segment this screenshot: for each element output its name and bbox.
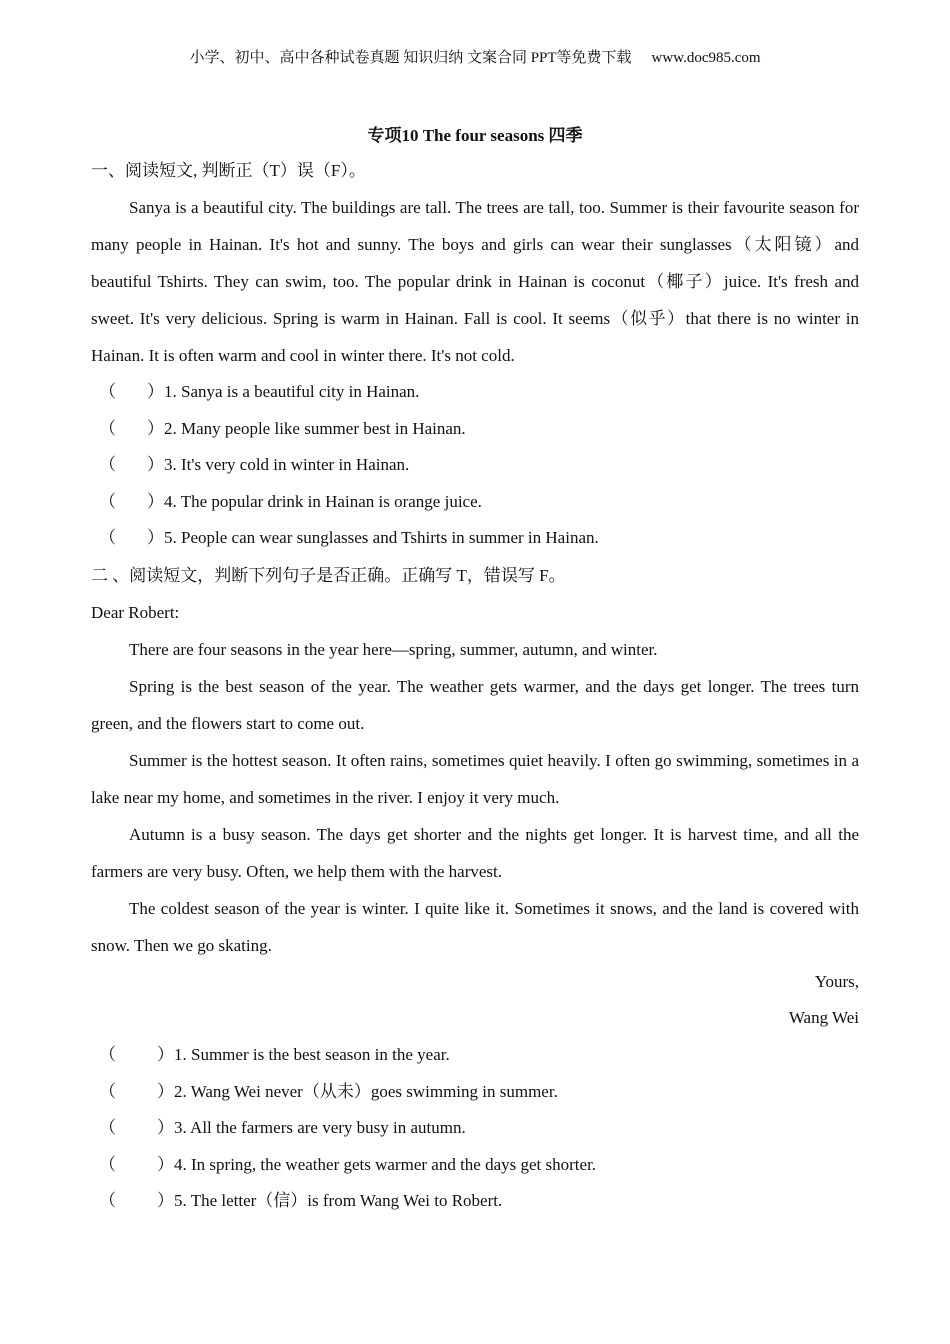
question-text: ）4. The popular drink in Hainan is orange juice. [147, 491, 482, 511]
page-title: 专项10 The four seasons 四季 [367, 126, 583, 145]
page-header [0, 46, 950, 67]
section2-question [91, 1110, 859, 1147]
section1-passage: Sanya is a beautiful city. The buildings are tall. The trees are tall, too. Summer is their favourite season for many people in Hainan. It's hot and sunny. The boys and girls can wear their sunglasses（太阳镜）and beautiful Tshirts. They can swim, too. The popular drink in Hainan is coconut（椰子）juice. It's fresh and sweet. It's very delicious. Spring is warm in Hainan. Fall is cool. It seems（似乎）that there is no winter in Hainan. It is often warm and cool in winter there. It's not cold. [91, 198, 859, 365]
section1-question [91, 520, 859, 557]
section1-question [91, 484, 859, 521]
question-text: ）2. Many people like summer best in Hainan. [147, 418, 466, 438]
answer-blank: （ [99, 1044, 116, 1064]
letter-greeting: Dear Robert: [91, 602, 180, 622]
answer-blank: （ [99, 382, 116, 401]
letter-paragraph: The coldest season of the year is winter. I quite like it. Sometimes it snows, and the land is covered with snow. Then we go skating. [91, 898, 859, 955]
letter-signature: Wang Wei [788, 1008, 859, 1028]
section1-question [91, 411, 859, 448]
section1-heading: 一、阅读短文, 判断正（T）误（F）。 [91, 161, 366, 180]
document-body [91, 152, 859, 1220]
answer-blank: （ [99, 1154, 116, 1174]
section2-heading: 二 、阅读短文，判断下列句子是否正确。正确写 T，错误写 F。 [91, 565, 566, 585]
answer-blank: （ [99, 1118, 116, 1138]
section2-question [91, 1074, 859, 1111]
section2-question [91, 1037, 859, 1074]
letter-closing: Yours, [814, 971, 859, 991]
question-text: ）1. Sanya is a beautiful city in Hainan. [147, 382, 420, 401]
answer-blank: （ [99, 491, 116, 511]
section1-question [91, 447, 859, 484]
section2-question [91, 1147, 859, 1184]
header-text: 小学、初中、高中各种试卷真题 知识归纳 文案合同 PPT等免费下载 [189, 50, 632, 66]
header-site: www.doc985.com [651, 50, 761, 66]
answer-blank: （ [99, 1081, 116, 1101]
answer-blank: （ [99, 528, 116, 548]
answer-blank: （ [99, 418, 116, 438]
letter-paragraph: Spring is the best season of the year. The weather gets warmer, and the days get longer. The trees turn green, and the flowers start to come out. [91, 676, 859, 733]
question-text: ）2. Wang Wei never（从未）goes swimming in summer. [157, 1081, 558, 1101]
question-text: ）1. Summer is the best season in the year. [157, 1044, 450, 1064]
section1-question [91, 374, 859, 411]
answer-blank: （ [99, 1191, 116, 1211]
letter-paragraph: Autumn is a busy season. The days get shorter and the nights get longer. It is harvest time, and all the farmers are very busy. Often, we help them with the harvest. [91, 824, 859, 881]
question-text: ）3. It's very cold in winter in Hainan. [147, 455, 410, 475]
question-text: ）4. In spring, the weather gets warmer and the days get shorter. [157, 1154, 597, 1174]
letter-paragraph: There are four seasons in the year here—spring, summer, autumn, and winter. [129, 639, 658, 659]
question-text: ）5. The letter（信）is from Wang Wei to Robert. [157, 1191, 503, 1211]
letter-paragraph: Summer is the hottest season. It often rains, sometimes quiet heavily. I often go swimming, sometimes in a lake near my home, and sometimes in the river. I enjoy it very much. [91, 750, 859, 807]
question-text: ）5. People can wear sunglasses and Tshirts in summer in Hainan. [147, 528, 599, 548]
question-text: ）3. All the farmers are very busy in autumn. [157, 1118, 466, 1138]
section2-question [91, 1183, 859, 1220]
answer-blank: （ [99, 455, 116, 475]
